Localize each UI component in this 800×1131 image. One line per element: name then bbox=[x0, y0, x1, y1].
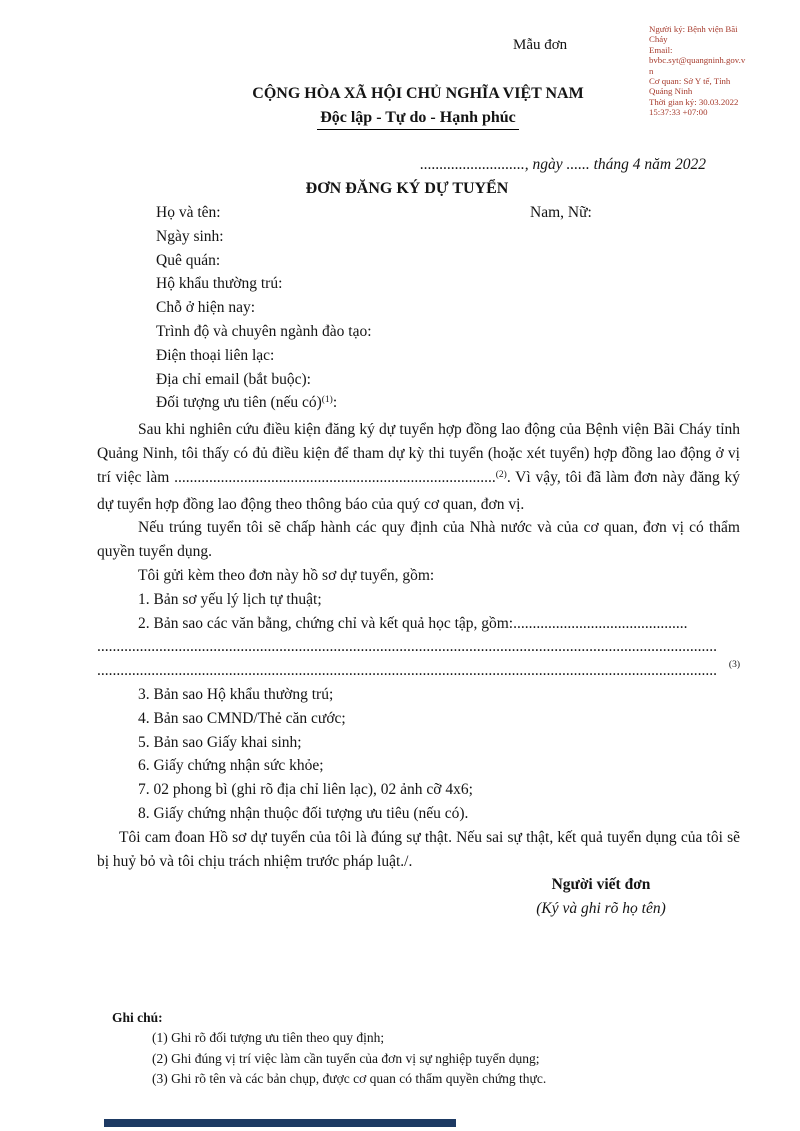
paragraph-application-text: Sau khi nghiên cứu điều kiện đăng ký dự tuyển hợp đồng lao động của Bệnh viện Bãi Cháy tỉnh Quảng Ninh, tôi thấy có đủ điều kiện để tham dự kỳ thi tuyển (hoặc xét tuyển) hợp đồng lao động ở vị trí việc làm bbox=[97, 421, 740, 486]
document-title: ĐƠN ĐĂNG KÝ DỰ TUYỂN bbox=[305, 180, 509, 197]
form-field-row-hometown: Quê quán: bbox=[156, 251, 221, 269]
national-motto: Độc lập - Tự do - Hạnh phúc bbox=[317, 109, 519, 130]
dotted-leader: ................................................................................................................................................................ bbox=[97, 638, 717, 656]
paragraph-application bbox=[97, 418, 740, 516]
notes-title: Ghi chú: bbox=[112, 1010, 163, 1025]
paragraph-compliance: Nếu trúng tuyển tôi sẽ chấp hành các quy định của Nhà nước và của cơ quan, đơn vị có thẩm quyền tuyển dụng. bbox=[97, 519, 740, 561]
signature-title: Người viết đơn bbox=[551, 876, 651, 894]
horizontal-scrollbar-thumb[interactable] bbox=[104, 1119, 456, 1127]
attachment-item-2-label: 2. Bản sao các văn bằng, chứng chỉ và kết quả học tập, gồm: bbox=[138, 614, 514, 632]
national-title: CỘNG HÒA XÃ HỘI CHỦ NGHĨA VIỆT NAM bbox=[252, 85, 584, 102]
stamp-line: 15:37:33 +07:00 bbox=[649, 107, 708, 118]
notes-section bbox=[112, 1008, 546, 1089]
field-label-priority-colon: : bbox=[332, 394, 338, 412]
form-field-row-priority bbox=[97, 391, 740, 418]
form-type-label: Mẫu đơn bbox=[513, 37, 568, 53]
document-body bbox=[97, 201, 740, 921]
attachment-item-8: 8. Giấy chứng nhận thuộc đối tượng ưu tiêu (nếu có). bbox=[138, 804, 469, 822]
attachment-item-5: 5. Bản sao Giấy khai sinh; bbox=[138, 733, 302, 751]
field-label-priority: Đối tượng ưu tiên (nếu có) bbox=[156, 394, 322, 412]
stamp-line: Cơ quan: Sở Y tế, Tỉnh bbox=[649, 76, 731, 87]
form-field-row-education: Trình độ và chuyên ngành đào tạo: bbox=[156, 322, 372, 340]
signature-block bbox=[465, 873, 737, 921]
stamp-line: n bbox=[649, 65, 654, 76]
stamp-line: bvbc.syt@quangninh.gov.v bbox=[649, 55, 746, 66]
stamp-line: Người ký: Bệnh viện Bãi bbox=[649, 24, 738, 34]
dotted-leader: ................................................................................................................................................................ bbox=[97, 662, 717, 680]
dotted-leader: ............................................. bbox=[513, 614, 688, 632]
attachment-item-7: 7. 02 phong bì (ghi rõ địa chỉ liên lạc), 02 ảnh cỡ 4x6; bbox=[138, 781, 473, 799]
stamp-line: Cháy bbox=[649, 34, 668, 45]
field-label-gender: Nam, Nữ: bbox=[530, 204, 592, 221]
stamp-line: Thời gian ký: 30.03.2022 bbox=[649, 96, 739, 107]
dotted-leader: ................................................................................... bbox=[174, 468, 496, 486]
note-item-3: (3) Ghi rõ tên và các bản chụp, được cơ quan có thẩm quyền chứng thực. bbox=[152, 1070, 547, 1086]
digital-signature-stamp bbox=[649, 24, 797, 118]
stamp-line: Quảng Ninh bbox=[649, 86, 693, 97]
form-field-row-name bbox=[97, 201, 740, 225]
paragraph-application-tail: . Vì vậy, tôi đã làm đơn này đăng ký dự tuyển hợp đồng lao động theo thông báo của quý cơ quan, đơn vị. bbox=[97, 468, 740, 513]
field-label-full-name: Họ và tên: bbox=[156, 204, 221, 221]
note-item-1: (1) Ghi rõ đối tượng ưu tiên theo quy định; bbox=[152, 1030, 385, 1046]
paragraph-attachments-intro: Tôi gửi kèm theo đơn này hồ sơ dự tuyển, gồm: bbox=[138, 566, 435, 584]
form-field-row-phone: Điện thoại liên lạc: bbox=[156, 346, 275, 364]
signature-instruction: (Ký và ghi rõ họ tên) bbox=[536, 900, 666, 918]
footnote-ref-3: (3) bbox=[728, 660, 740, 671]
form-field-row-current-address: Chỗ ở hiện nay: bbox=[156, 299, 256, 317]
attachment-item-3: 3. Bản sao Hộ khẩu thường trú; bbox=[138, 685, 334, 703]
stamp-line: Email: bbox=[649, 44, 673, 55]
dotted-fill-line-2 bbox=[97, 659, 740, 683]
footnote-ref-1: (1) bbox=[321, 395, 333, 406]
form-field-row-email: Địa chỉ email (bắt buộc): bbox=[156, 370, 311, 388]
paragraph-commitment: Tôi cam đoan Hồ sơ dự tuyển của tôi là đúng sự thật. Nếu sai sự thật, kết quả tuyển dụng của tôi sẽ bị huỷ bỏ và tôi chịu trách nhiệm trước pháp luật./. bbox=[97, 828, 740, 870]
attachment-item-1: 1. Bản sơ yếu lý lịch tự thuật; bbox=[138, 590, 322, 608]
dotted-fill-line-1 bbox=[97, 635, 740, 659]
attachment-item-4: 4. Bản sao CMND/Thẻ căn cước; bbox=[138, 709, 346, 727]
attachment-item-6: 6. Giấy chứng nhận sức khỏe; bbox=[138, 757, 324, 775]
date-line: ..........................., ngày ...... tháng 4 năm 2022 bbox=[420, 156, 706, 173]
national-motto-wrap bbox=[0, 109, 800, 130]
note-item-2: (2) Ghi đúng vị trí việc làm cần tuyển của đơn vị sự nghiệp tuyển dụng; bbox=[152, 1050, 540, 1066]
form-field-row-birthdate: Ngày sinh: bbox=[156, 227, 224, 245]
attachment-item-2 bbox=[97, 612, 740, 636]
footnote-ref-2: (2) bbox=[495, 469, 507, 480]
form-field-row-residence: Hộ khẩu thường trú: bbox=[156, 275, 283, 293]
